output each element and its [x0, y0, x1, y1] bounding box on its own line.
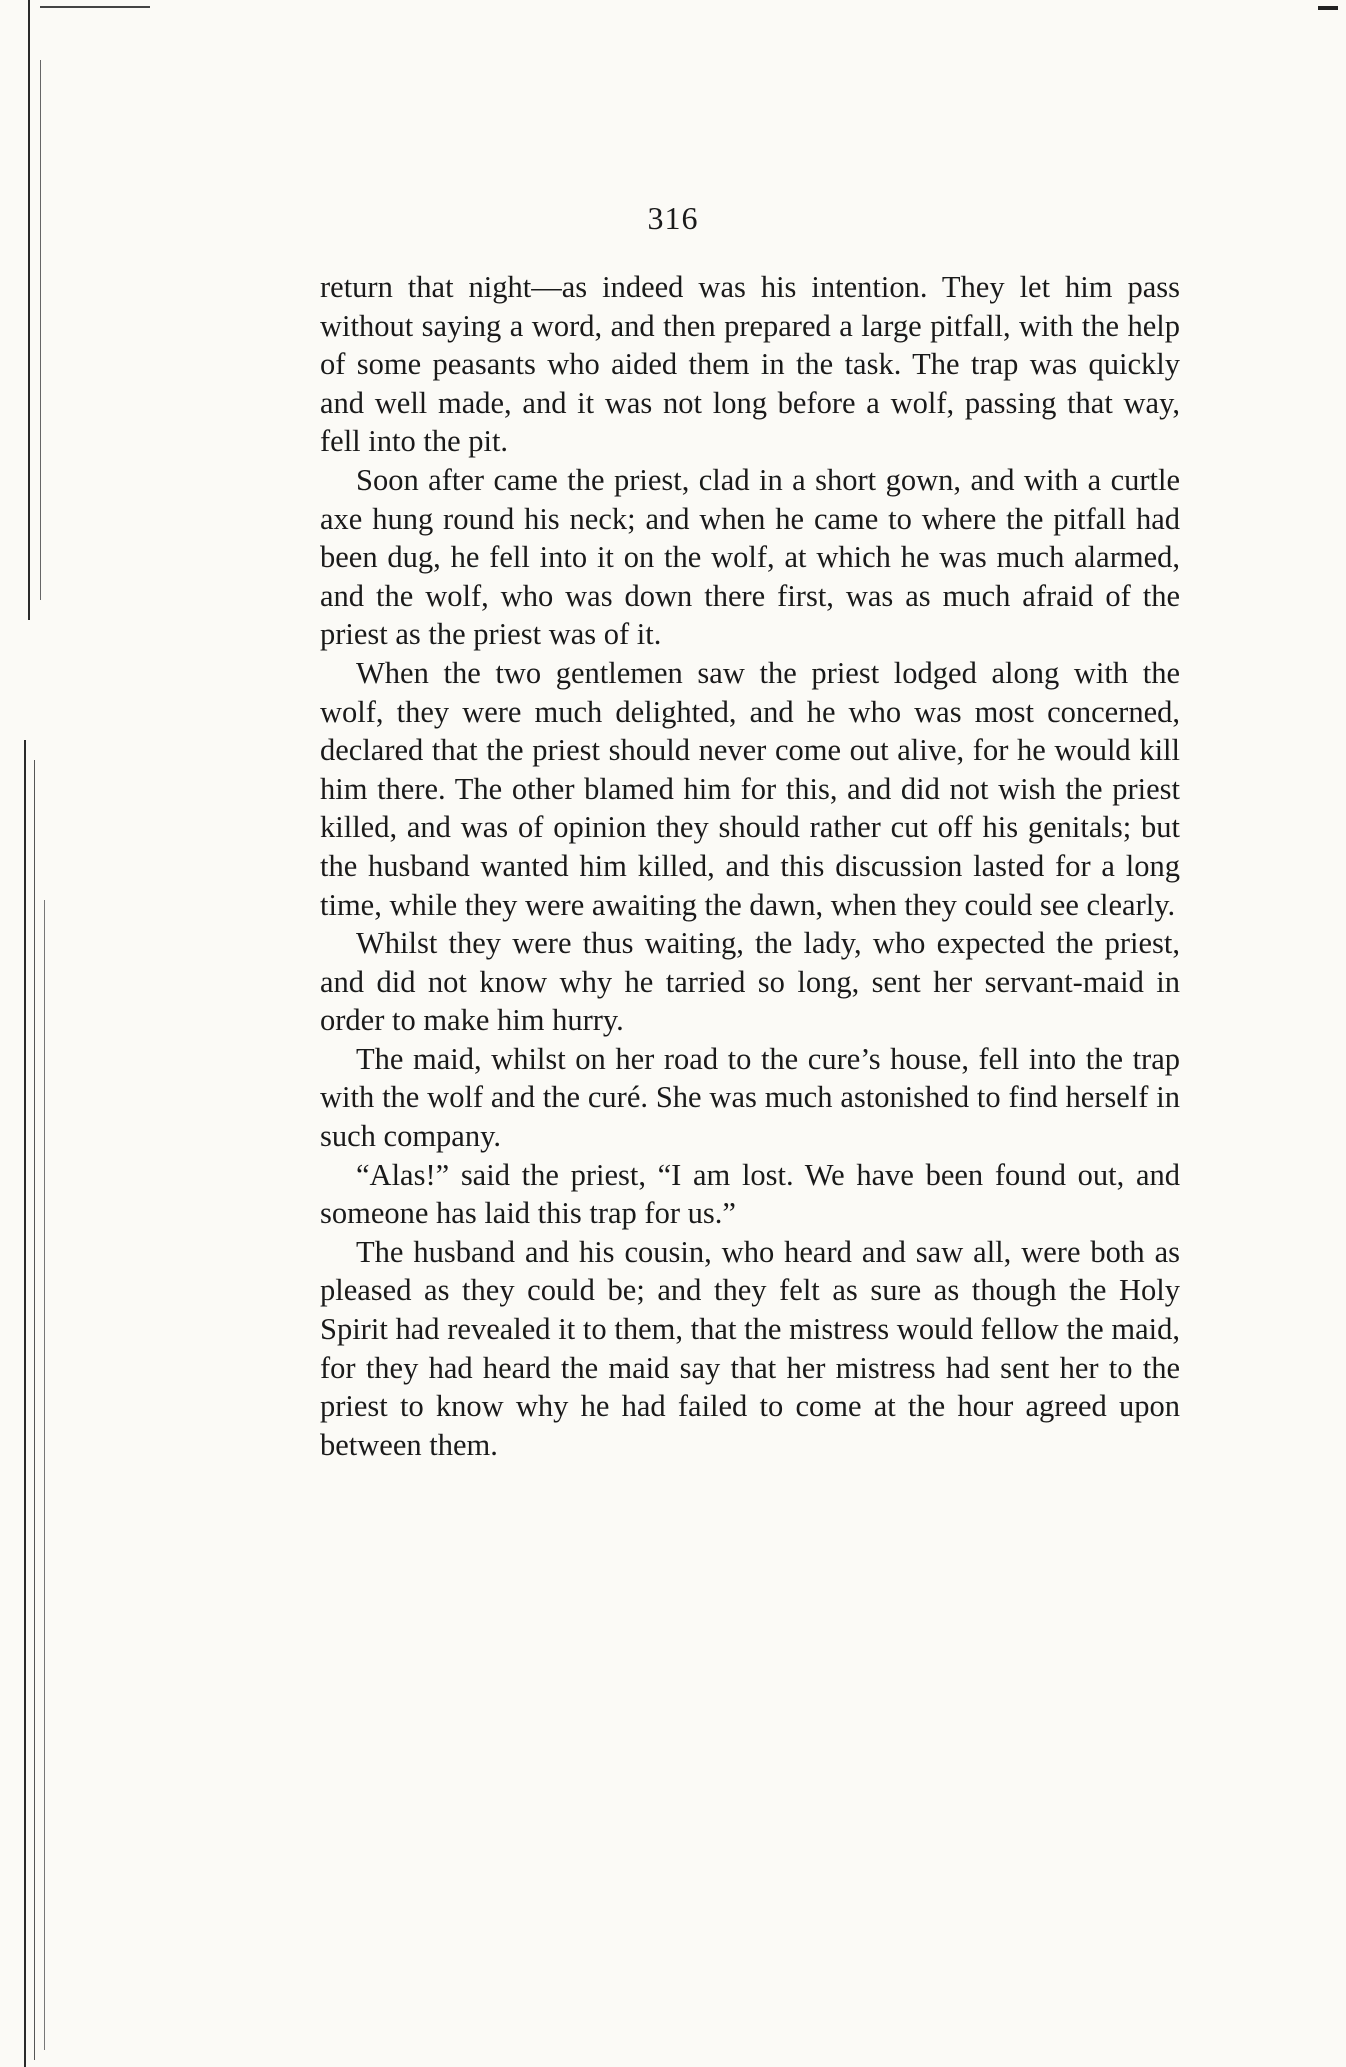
paragraph: When the two gentlemen saw the priest lodged along with the wolf, they were much delighted, and he who was most concerned, declared that the priest should never come out alive, for he would kill him there. The other blamed him for this, and did not wish the priest killed, and was of opinion they should rather cut off his genitals; but the husband wanted him killed, and this discussion lasted for a long time, while they were awaiting the dawn, when they could see clearly. — [320, 655, 1180, 922]
body-text — [320, 268, 1180, 1464]
top-rule — [40, 6, 150, 8]
paragraph: “Alas!” said the priest, “I am lost. We have been found out, and someone has laid this trap for us.” — [320, 1157, 1180, 1231]
corner-mark — [1318, 6, 1338, 10]
paragraph: The husband and his cousin, who heard and saw all, were both as pleased as they could be; and they felt as sure as though the Holy Spirit had revealed it to them, that the mistress would fellow the maid, for they had heard the maid say that her mistress had sent her to the priest to know why he had failed to come at the hour agreed upon between them. — [320, 1234, 1180, 1462]
binding-edge — [0, 0, 70, 2067]
paragraph: return that night—as indeed was his intention. They let him pass without saying a word, and then prepared a large pitfall, with the help of some peasants who aided them in the task. The trap was quickly and well made, and it was not long before a wolf, passing that way, fell into the pit. — [320, 270, 1180, 459]
paragraph: Soon after came the priest, clad in a short gown, and with a curtle axe hung round his neck; and when he came to where the pitfall had been dug, he fell into it on the wolf, at which he was much alarmed, and the wolf, who was down there first, was as much afraid of the priest as the priest was of it. — [320, 462, 1180, 652]
paragraph: The maid, whilst on her road to the cure’s house, fell into the trap with the wolf and the curé. She was much astonished to find herself in such company. — [320, 1041, 1180, 1154]
page-number: 316 — [647, 200, 699, 236]
paragraph: Whilst they were thus waiting, the lady, who expected the priest, and did not know why he tarried so long, sent her servant-maid in order to make him hurry. — [320, 926, 1180, 1038]
